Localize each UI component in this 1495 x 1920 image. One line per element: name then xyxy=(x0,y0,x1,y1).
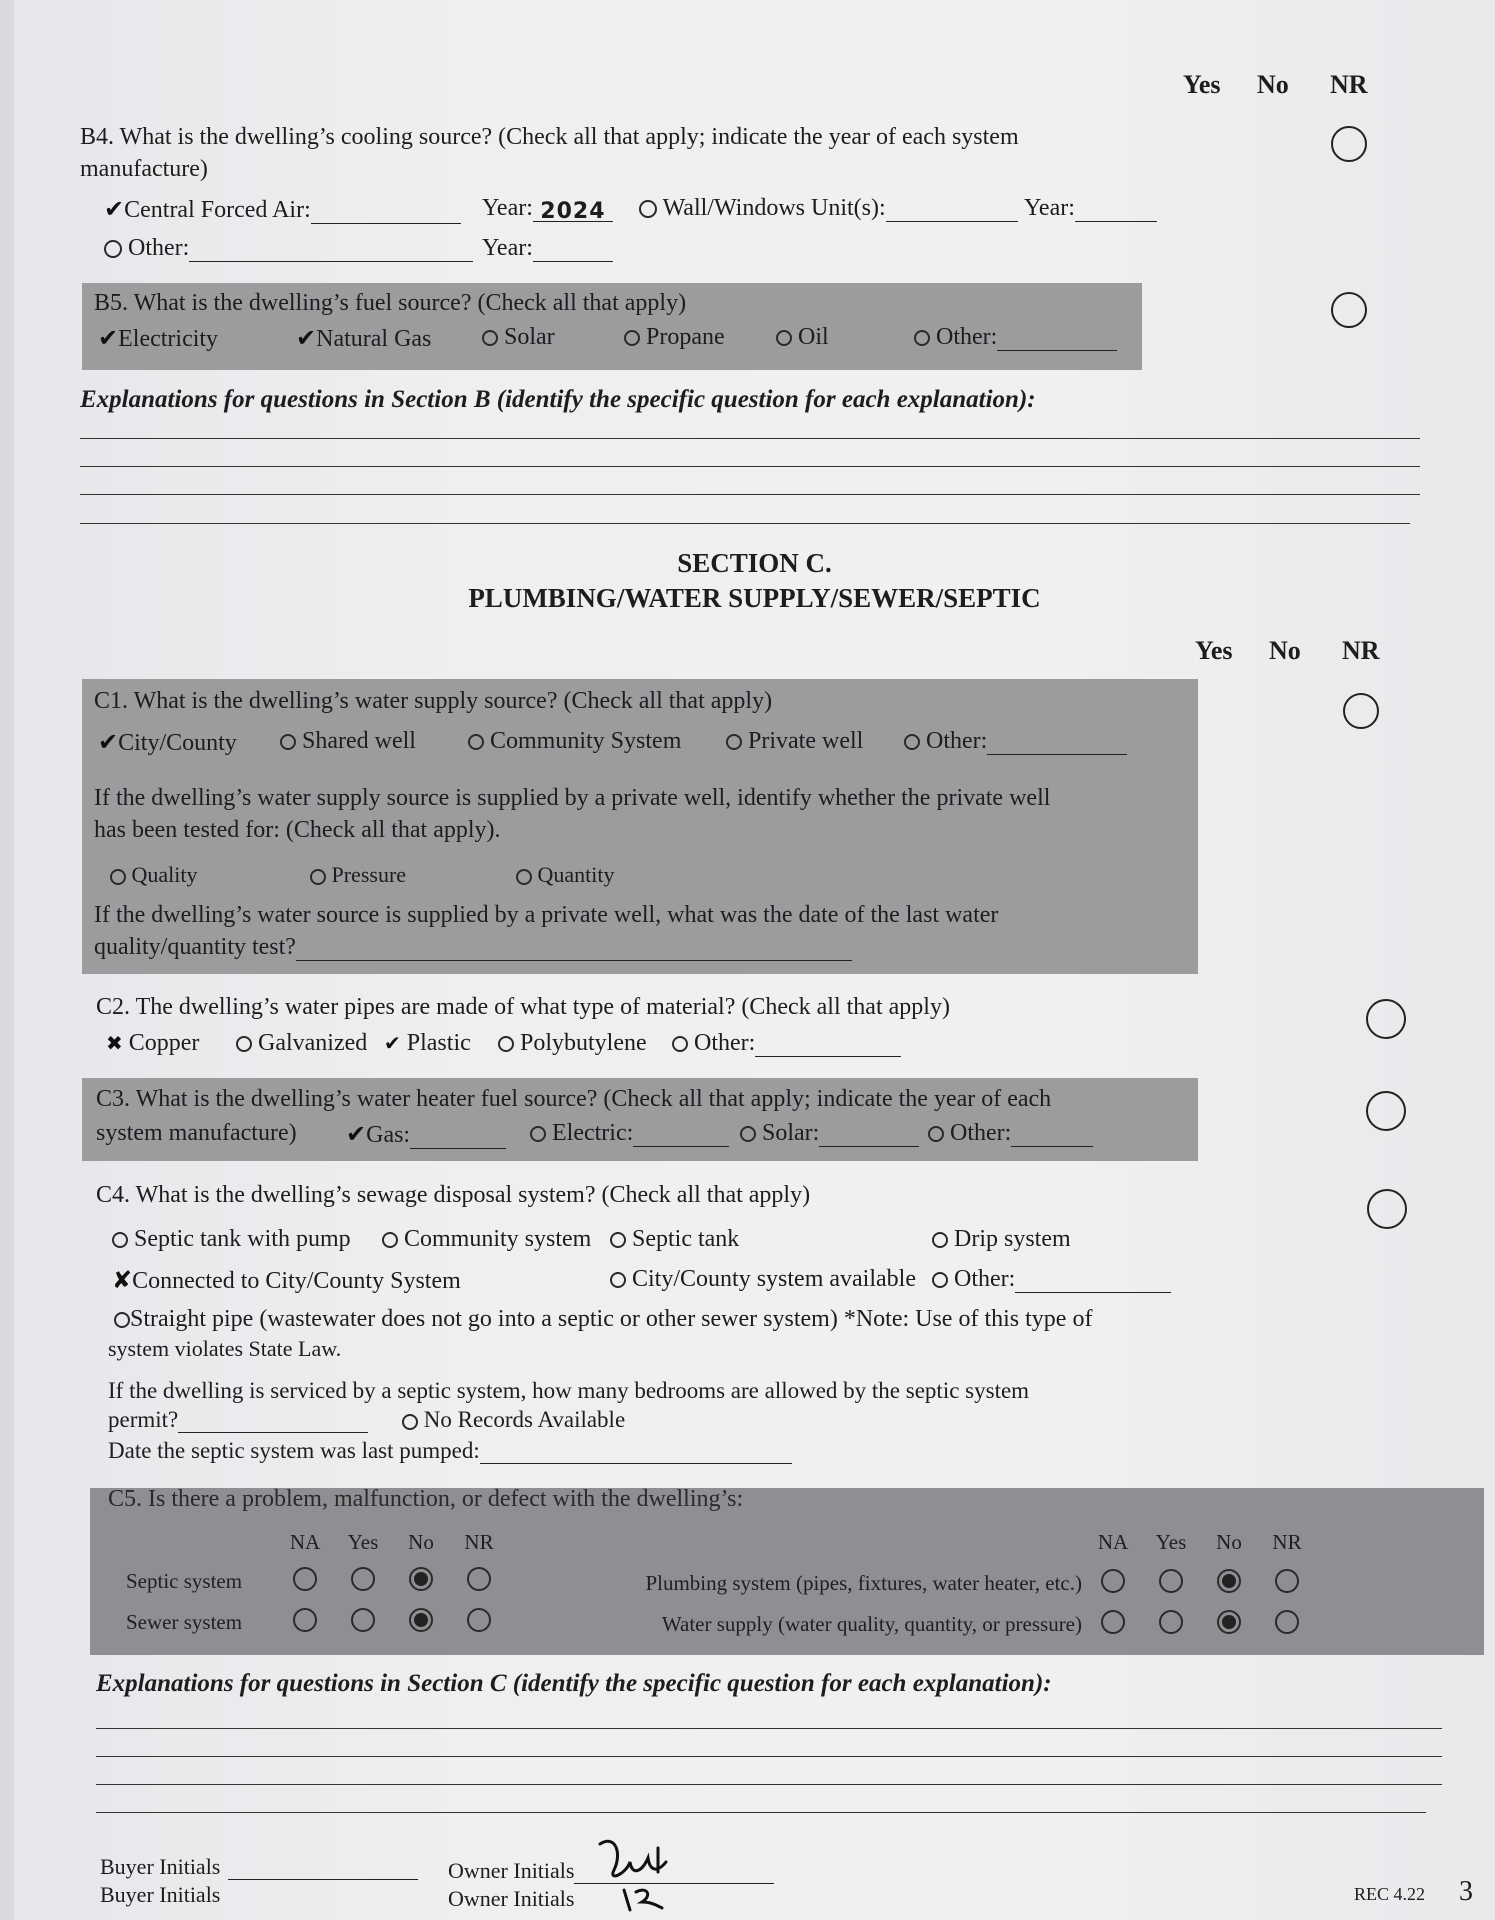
other-field[interactable] xyxy=(189,239,473,262)
option-label: Connected to City/County System xyxy=(132,1268,461,1294)
radio-icon xyxy=(932,1232,948,1248)
option-label: Natural Gas xyxy=(316,326,432,352)
option-label: Private well xyxy=(748,728,864,754)
radio-no-checked[interactable] xyxy=(409,1567,433,1591)
radio-icon xyxy=(610,1272,626,1288)
col-no-header: No xyxy=(1257,70,1289,99)
wall-year-field[interactable] xyxy=(1075,199,1157,222)
radio-icon xyxy=(932,1272,948,1288)
buyer-initials-label: Buyer Initials xyxy=(100,1854,221,1879)
radio-icon xyxy=(498,1036,514,1052)
radio-icon xyxy=(904,734,920,750)
row-label: Plumbing system (pipes, fixtures, water heater, etc.) xyxy=(645,1571,1082,1595)
wall-unit-label: Wall/Windows Unit(s): xyxy=(662,195,886,221)
c2-opt-copper[interactable] xyxy=(106,1030,199,1057)
c5-plumbing-options xyxy=(1084,1569,1316,1593)
radio-na[interactable] xyxy=(293,1567,317,1591)
option-label: Gas: xyxy=(366,1122,411,1148)
explanation-line[interactable] xyxy=(96,1728,1442,1729)
c2-opt-galvanized[interactable] xyxy=(236,1030,367,1057)
col-yes: Yes xyxy=(1155,1530,1187,1554)
radio-icon xyxy=(516,869,532,885)
c3-opt-gas[interactable] xyxy=(346,1120,506,1149)
radio-icon xyxy=(740,1126,756,1142)
c4-opt-city-available[interactable] xyxy=(610,1266,916,1293)
option-label: Oil xyxy=(798,324,829,350)
date-question-label: quality/quantity test? xyxy=(94,934,296,960)
c4-question: C4. What is the dwelling’s sewage disposal system? (Check all that apply) xyxy=(96,1182,811,1208)
radio-na[interactable] xyxy=(1101,1610,1125,1634)
c5-right-col-headers xyxy=(1084,1530,1316,1555)
radio-icon xyxy=(280,734,296,750)
col-yes-header: Yes xyxy=(1183,70,1221,99)
buyer-initials xyxy=(100,1854,418,1880)
owner-initials-2: Owner Initials xyxy=(448,1886,575,1911)
option-label: Drip system xyxy=(954,1226,1071,1252)
c1-date-question-cont xyxy=(94,934,852,961)
c1-well-question: If the dwelling’s water supply source is supplied by a private well, identify whether the private well xyxy=(94,785,1051,811)
central-year-field[interactable]: 2024 xyxy=(533,199,613,222)
c5-sewer-options xyxy=(276,1608,508,1632)
bedrooms-field[interactable] xyxy=(178,1410,368,1433)
col-nr: NR xyxy=(464,1530,494,1554)
gas-year-field[interactable] xyxy=(410,1126,506,1149)
wall-unit-field[interactable] xyxy=(886,199,1018,222)
c3-nr-radio[interactable] xyxy=(1366,1091,1406,1131)
radio-icon xyxy=(914,330,930,346)
checked-mark-icon: ✔ xyxy=(98,324,119,352)
option-label: Septic tank with pump xyxy=(134,1226,351,1252)
buyer-initials-2: Buyer Initials xyxy=(100,1882,221,1907)
section-c-title: SECTION C. xyxy=(677,548,832,578)
radio-icon xyxy=(726,734,742,750)
radio-icon[interactable] xyxy=(639,200,657,218)
radio-nr[interactable] xyxy=(1275,1569,1299,1593)
option-label: Electric: xyxy=(552,1120,634,1146)
radio-icon xyxy=(114,1312,130,1328)
explanation-line[interactable] xyxy=(80,494,1420,495)
radio-icon xyxy=(776,330,792,346)
test-date-field[interactable] xyxy=(296,938,852,961)
c5-row-sewer xyxy=(126,1610,242,1635)
option-label: Community System xyxy=(490,728,682,754)
c1-opt-private-well[interactable] xyxy=(726,728,863,755)
option-label: Propane xyxy=(646,324,725,350)
col-na: NA xyxy=(1097,1530,1129,1554)
option-label: Solar xyxy=(504,324,555,350)
c4-bedrooms-question: If the dwelling is serviced by a septic system, how many bedrooms are allowed by the septic system xyxy=(108,1378,1030,1403)
c3-opt-solar[interactable] xyxy=(740,1120,919,1147)
option-label: Copper xyxy=(128,1030,200,1056)
radio-icon xyxy=(672,1036,688,1052)
explanation-line[interactable] xyxy=(80,523,1410,524)
b4-wall-unit xyxy=(639,195,1018,222)
b5-nr-radio[interactable] xyxy=(1331,292,1367,328)
c1-opt-city-county[interactable] xyxy=(98,728,237,757)
c1-test-quality[interactable] xyxy=(110,862,198,888)
central-air-label: Central Forced Air: xyxy=(124,197,311,223)
radio-na[interactable] xyxy=(1101,1569,1125,1593)
b4-other-year xyxy=(482,235,613,262)
radio-na[interactable] xyxy=(293,1608,317,1632)
other-field[interactable] xyxy=(755,1034,901,1057)
radio-icon xyxy=(236,1036,252,1052)
explanation-line[interactable] xyxy=(96,1784,1442,1785)
c1-opt-community[interactable] xyxy=(468,728,681,755)
c5-water-options xyxy=(1084,1610,1316,1634)
option-label: Pressure xyxy=(331,862,407,887)
c3-opt-electric[interactable] xyxy=(530,1120,729,1147)
c2-question: C2. The dwelling’s water pipes are made of what type of material? (Check all that apply) xyxy=(96,994,950,1020)
radio-yes[interactable] xyxy=(1159,1610,1183,1634)
electric-year-field[interactable] xyxy=(633,1124,729,1147)
page-number: 3 xyxy=(1459,1876,1473,1907)
checked-mark-icon[interactable]: ✔ xyxy=(104,195,125,223)
checked-mark-icon: ✖ xyxy=(106,1031,123,1055)
solar-year-field[interactable] xyxy=(819,1124,919,1147)
b5-question: B5. What is the dwelling’s fuel source? (Check all that apply) xyxy=(94,290,687,316)
c4-no-records[interactable] xyxy=(402,1407,625,1433)
checked-mark-icon: ✘ xyxy=(112,1266,133,1294)
c1-test-quantity[interactable] xyxy=(516,862,615,888)
option-label: Other: xyxy=(926,728,988,754)
radio-icon xyxy=(482,330,498,346)
checked-mark-icon: ✔ xyxy=(346,1120,367,1148)
b4-question-cont: manufacture) xyxy=(80,156,208,182)
b5-opt-natural-gas[interactable] xyxy=(296,324,431,353)
c1-nr-radio[interactable] xyxy=(1343,693,1379,729)
section-c-subtitle: PLUMBING/WATER SUPPLY/SEWER/SEPTIC xyxy=(468,583,1041,613)
radio-icon xyxy=(928,1126,944,1142)
section-b-explanations-heading: Explanations for questions in Section B (identify the specific question for each explanation): xyxy=(80,386,1036,413)
radio-icon xyxy=(382,1232,398,1248)
option-label: No Records Available xyxy=(423,1407,626,1432)
col-nr: NR xyxy=(1272,1530,1302,1554)
c2-opt-other[interactable] xyxy=(672,1030,901,1057)
c4-opt-community[interactable] xyxy=(382,1226,591,1253)
c1-question: C1. What is the dwelling’s water supply source? (Check all that apply) xyxy=(94,688,773,714)
other-year-field[interactable] xyxy=(1011,1124,1093,1147)
other-field[interactable] xyxy=(997,328,1117,351)
b4-central-row xyxy=(104,195,461,224)
buyer-initials-field[interactable] xyxy=(228,1857,418,1880)
other-year-field[interactable] xyxy=(533,239,613,262)
c4-permit xyxy=(108,1407,368,1433)
option-label: Other: xyxy=(954,1266,1016,1292)
radio-yes[interactable] xyxy=(351,1608,375,1632)
option-label: Shared well xyxy=(302,728,416,754)
col-nr-header: NR xyxy=(1342,636,1380,665)
radio-nr[interactable] xyxy=(467,1567,491,1591)
year-label: Year: xyxy=(1024,195,1075,221)
form-page xyxy=(14,0,1495,1920)
c3-question-cont: system manufacture) xyxy=(96,1120,297,1146)
radio-yes[interactable] xyxy=(351,1567,375,1591)
option-label: Electricity xyxy=(118,326,219,352)
radio-icon[interactable] xyxy=(104,240,122,258)
radio-no-checked[interactable] xyxy=(409,1608,433,1632)
c1-date-question: If the dwelling’s water source is supplied by a private well, what was the date of the last water xyxy=(94,902,999,928)
b4-other xyxy=(104,235,473,262)
col-no-header: No xyxy=(1269,636,1301,665)
straight-pipe-label: Straight pipe (wastewater does not go into a septic or other sewer system) *Note: Use of this type of xyxy=(130,1306,1093,1332)
b4-question: B4. What is the dwelling’s cooling source? (Check all that apply; indicate the year of each system xyxy=(80,124,1019,150)
option-label: Plastic xyxy=(406,1030,471,1056)
explanation-line[interactable] xyxy=(80,466,1420,467)
row-label: Septic system xyxy=(126,1569,243,1593)
radio-no-checked[interactable] xyxy=(1217,1610,1241,1634)
c5-left-col-headers xyxy=(276,1530,508,1555)
checked-mark-icon: ✔ xyxy=(384,1031,401,1055)
c1-opt-shared-well[interactable] xyxy=(280,728,416,755)
c5-row-septic xyxy=(126,1569,242,1594)
option-label: Quantity xyxy=(537,862,615,887)
radio-icon xyxy=(112,1232,128,1248)
c5-row-plumbing xyxy=(552,1571,1082,1596)
option-label: Solar: xyxy=(762,1120,820,1146)
col-no: No xyxy=(1216,1530,1242,1554)
explanation-line[interactable] xyxy=(96,1812,1426,1813)
b5-opt-solar[interactable] xyxy=(482,324,555,351)
radio-icon xyxy=(310,869,326,885)
explanation-line[interactable] xyxy=(80,438,1420,439)
c5-row-water-supply xyxy=(552,1612,1082,1637)
c2-opt-plastic[interactable] xyxy=(384,1030,471,1057)
other-field[interactable] xyxy=(1015,1270,1171,1293)
other-label: Other: xyxy=(128,235,190,261)
b4-central-year xyxy=(482,195,613,222)
c1-well-question-cont: has been tested for: (Check all that apply). xyxy=(94,817,501,843)
c4-straight-pipe-cont: system violates State Law. xyxy=(108,1336,342,1361)
row-label: Water supply (water quality, quantity, or pressure) xyxy=(661,1612,1082,1636)
radio-icon xyxy=(468,734,484,750)
explanation-line[interactable] xyxy=(96,1756,1442,1757)
b4-wall-year xyxy=(1024,195,1157,222)
c4-opt-drip[interactable] xyxy=(932,1226,1071,1253)
year-label: Year: xyxy=(482,235,533,261)
owner-initials-label: Owner Initials xyxy=(448,1858,575,1883)
pumped-date-field[interactable] xyxy=(480,1441,792,1464)
c1-opt-other[interactable] xyxy=(904,728,1127,755)
col-yes-header: Yes xyxy=(1195,636,1233,665)
c3-opt-other[interactable] xyxy=(928,1120,1093,1147)
option-label: Septic tank xyxy=(632,1226,740,1252)
col-yes: Yes xyxy=(347,1530,379,1554)
option-label: City/County system available xyxy=(632,1266,916,1292)
owner-signature-icon xyxy=(596,1832,686,1914)
b5-opt-electricity[interactable] xyxy=(98,324,218,353)
b5-opt-propane[interactable] xyxy=(624,324,725,351)
c4-straight-pipe[interactable] xyxy=(114,1306,1092,1333)
radio-no-checked[interactable] xyxy=(1217,1569,1241,1593)
c3-question: C3. What is the dwelling’s water heater fuel source? (Check all that apply; indicate the year of each xyxy=(96,1086,1052,1112)
form-code: REC 4.22 xyxy=(1354,1884,1426,1904)
checked-mark-icon: ✔ xyxy=(98,728,119,756)
radio-icon xyxy=(624,330,640,346)
permit-label: permit? xyxy=(108,1407,179,1432)
radio-yes[interactable] xyxy=(1159,1569,1183,1593)
radio-icon xyxy=(610,1232,626,1248)
c4-opt-other[interactable] xyxy=(932,1266,1171,1293)
radio-icon xyxy=(110,869,126,885)
pumped-label: Date the septic system was last pumped: xyxy=(108,1438,480,1463)
c5-septic-options xyxy=(276,1567,508,1591)
c4-pumped xyxy=(108,1438,792,1464)
col-no: No xyxy=(408,1530,434,1554)
checked-mark-icon: ✔ xyxy=(296,324,317,352)
radio-nr[interactable] xyxy=(1275,1610,1299,1634)
c2-nr-radio[interactable] xyxy=(1366,999,1406,1039)
b5-opt-oil[interactable] xyxy=(776,324,829,351)
option-label: City/County xyxy=(118,730,237,756)
b4-nr-radio[interactable] xyxy=(1331,126,1367,162)
option-label: Galvanized xyxy=(258,1030,368,1056)
row-label: Sewer system xyxy=(126,1610,243,1634)
radio-icon xyxy=(530,1126,546,1142)
c2-opt-polybutylene[interactable] xyxy=(498,1030,647,1057)
option-label: Quality xyxy=(131,862,198,887)
radio-nr[interactable] xyxy=(467,1608,491,1632)
c4-opt-connected[interactable] xyxy=(112,1266,461,1295)
option-label: Other: xyxy=(694,1030,756,1056)
option-label: Other: xyxy=(950,1120,1012,1146)
radio-icon xyxy=(402,1414,418,1430)
b5-opt-other[interactable] xyxy=(914,324,1117,351)
option-label: Community system xyxy=(404,1226,592,1252)
option-label: Other: xyxy=(936,324,998,350)
c5-question: C5. Is there a problem, malfunction, or defect with the dwelling’s: xyxy=(108,1486,744,1512)
option-label: Polybutylene xyxy=(520,1030,647,1056)
col-na: NA xyxy=(289,1530,321,1554)
c4-opt-septic-tank[interactable] xyxy=(610,1226,739,1253)
col-nr-header: NR xyxy=(1330,70,1368,99)
section-c-explanations-heading: Explanations for questions in Section C (identify the specific question for each explanation): xyxy=(96,1670,1052,1697)
c1-test-pressure[interactable] xyxy=(310,862,406,888)
central-air-field[interactable] xyxy=(311,201,461,224)
c4-opt-septic-pump[interactable] xyxy=(112,1226,351,1253)
other-field[interactable] xyxy=(987,732,1127,755)
year-label: Year: xyxy=(482,195,533,221)
c4-nr-radio[interactable] xyxy=(1367,1189,1407,1229)
